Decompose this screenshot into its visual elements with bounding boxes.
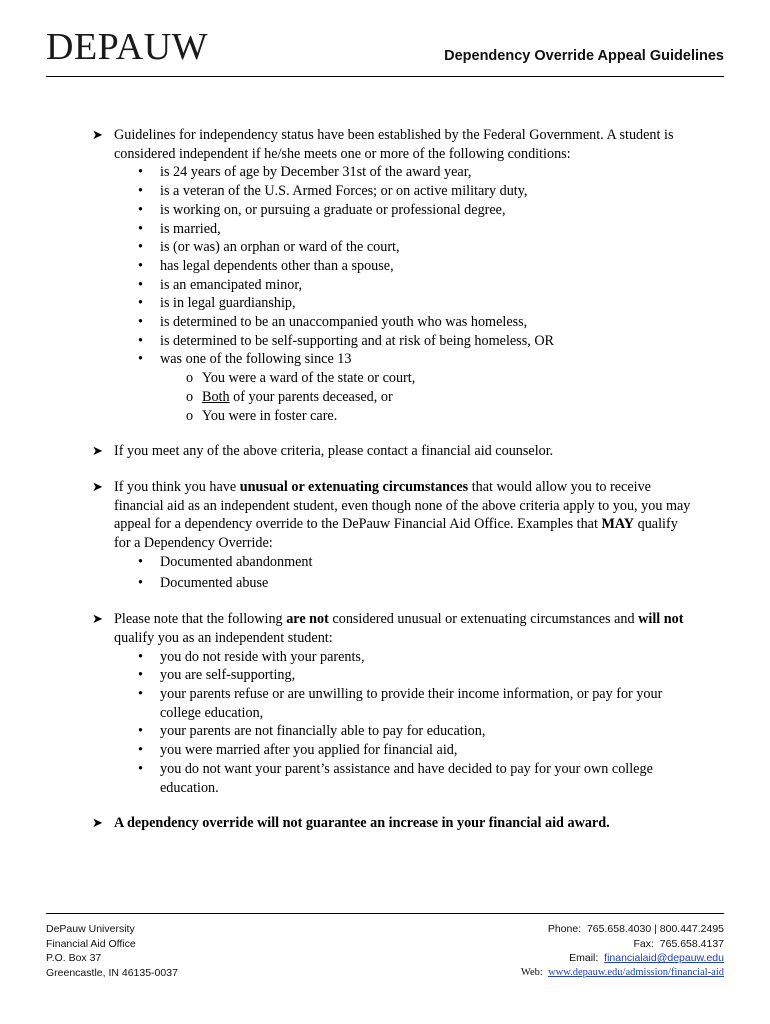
fax-value: 765.658.4137 bbox=[659, 937, 724, 950]
list-item-text: is a veteran of the U.S. Armed Forces; or on active military duty, bbox=[160, 183, 528, 200]
bold-text: unusual or extenuating circumstances bbox=[239, 478, 469, 495]
web-label: Web: bbox=[520, 966, 543, 978]
list-item bbox=[138, 238, 692, 257]
list-item-text: Documented abuse bbox=[160, 575, 269, 592]
bullet-dot-icon: • bbox=[138, 742, 143, 759]
sub-conditions-list bbox=[160, 369, 692, 425]
hollow-circle-icon: o bbox=[186, 370, 194, 387]
sub-list-item bbox=[186, 388, 692, 407]
email-label: Email: bbox=[569, 952, 599, 964]
list-item-text: is an emancipated minor, bbox=[160, 276, 303, 293]
text-run: qualify for a Dependency Override: bbox=[114, 516, 678, 552]
arrowhead-bullet-icon: ➤ bbox=[92, 127, 103, 142]
list-item bbox=[138, 201, 692, 220]
list-item-text: you do not want your parent’s assistance and have decided to pay for your own college education. bbox=[160, 760, 653, 796]
list-item-text: your parents are not financially able to pay for education, bbox=[160, 723, 486, 740]
list-item bbox=[138, 741, 692, 760]
page-title: Dependency Override Appeal Guidelines bbox=[444, 48, 724, 64]
hollow-circle-icon: o bbox=[186, 388, 194, 405]
arrowhead-bullet-icon: ➤ bbox=[92, 611, 103, 627]
hollow-circle-icon: o bbox=[186, 407, 194, 424]
footer-contact bbox=[521, 922, 724, 980]
section-text: If you meet any of the above criteria, please contact a financial aid counselor. bbox=[114, 443, 554, 460]
section-text bbox=[114, 814, 692, 833]
list-item-text: is determined to be self-supporting and at risk of being homeless, OR bbox=[160, 332, 555, 349]
list-item-text: you do not reside with your parents, bbox=[160, 648, 365, 665]
bullet-dot-icon: • bbox=[138, 183, 143, 200]
list-item-text: your parents refuse or are unwilling to provide their income information, or pay for your college education, bbox=[160, 685, 663, 721]
examples-list bbox=[114, 553, 692, 593]
bold-text: MAY bbox=[601, 516, 635, 533]
bullet-dot-icon: • bbox=[138, 220, 143, 237]
section-intro-text: Guidelines for independency status have been established by the Federal Government. A student is considered independent if he/she meets one or more of the following conditions: bbox=[114, 127, 674, 162]
list-item-text: was one of the following since 13 bbox=[160, 351, 352, 368]
bullet-dot-icon: • bbox=[138, 575, 143, 592]
phone-value: 765.658.4030 | 800.447.2495 bbox=[586, 923, 724, 935]
list-item bbox=[138, 685, 692, 722]
header-divider bbox=[46, 76, 724, 77]
bold-text: are not bbox=[286, 611, 329, 628]
fax-line bbox=[521, 937, 724, 952]
list-item bbox=[138, 313, 692, 332]
list-item bbox=[138, 553, 692, 572]
sub-list-item bbox=[186, 407, 692, 426]
address-line: Greencastle, IN 46135-0037 bbox=[46, 966, 178, 979]
list-item-text: is working on, or pursuing a graduate or professional degree, bbox=[160, 201, 506, 218]
list-item-text: you were married after you applied for financial aid, bbox=[160, 742, 458, 759]
bullet-dot-icon: • bbox=[138, 239, 143, 256]
bullet-dot-icon: • bbox=[138, 201, 143, 218]
bullet-dot-icon: • bbox=[138, 332, 143, 349]
phone-label: Phone: bbox=[547, 923, 582, 935]
text-run: that would allow you to receive financial aid as an independent student, even though none of the above criteria apply to you, you may appeal for a dependency override to the DePauw Financial Aid Office. Examples that bbox=[114, 478, 691, 533]
bullet-dot-icon: • bbox=[138, 314, 143, 331]
non-qualifying-list bbox=[114, 648, 692, 798]
section-independency-criteria bbox=[92, 126, 692, 425]
bullet-dot-icon: • bbox=[138, 723, 143, 740]
section-unusual-circumstances bbox=[92, 478, 692, 593]
list-item bbox=[138, 574, 692, 593]
list-item-text: is in legal guardianship, bbox=[160, 295, 296, 312]
list-item-text: is 24 years of age by December 31st of the award year, bbox=[160, 164, 472, 181]
bold-text: A dependency override will not guarantee an increase in your financial aid award. bbox=[114, 815, 610, 832]
list-item bbox=[138, 276, 692, 295]
text-run: Please note that the following bbox=[114, 611, 287, 628]
list-item-text: has legal dependents other than a spouse, bbox=[160, 257, 394, 274]
footer-divider bbox=[46, 913, 724, 914]
bullet-dot-icon: • bbox=[138, 648, 143, 665]
footer-address bbox=[46, 922, 178, 980]
bullet-dot-icon: • bbox=[138, 276, 143, 293]
section-text bbox=[114, 610, 692, 647]
list-item-text: is (or was) an orphan or ward of the court, bbox=[160, 239, 400, 256]
address-line: Financial Aid Office bbox=[46, 937, 136, 950]
list-item bbox=[138, 350, 692, 425]
list-item-text: Documented abandonment bbox=[160, 553, 313, 570]
text-run: qualify you as an independent student: bbox=[114, 629, 333, 646]
website-link[interactable]: www.depauw.edu/admission/financial-aid bbox=[548, 966, 724, 978]
sub-list-item bbox=[186, 369, 692, 388]
list-item-text: is determined to be an unaccompanied youth who was homeless, bbox=[160, 314, 528, 331]
list-item-text: is married, bbox=[160, 220, 221, 237]
depauw-logo: DEPAUW bbox=[46, 26, 209, 68]
list-item bbox=[138, 666, 692, 685]
conditions-list bbox=[114, 163, 692, 425]
bullet-dot-icon: • bbox=[138, 257, 143, 274]
bullet-dot-icon: • bbox=[138, 164, 143, 181]
list-item bbox=[138, 648, 692, 667]
underlined-text: Both bbox=[202, 388, 230, 405]
list-item bbox=[138, 182, 692, 201]
section-no-guarantee bbox=[92, 814, 692, 833]
fax-label: Fax: bbox=[633, 937, 654, 950]
bold-text: will not bbox=[638, 611, 684, 628]
email-line bbox=[521, 951, 724, 966]
bullet-dot-icon: • bbox=[138, 667, 143, 684]
sub-list-item-text: You were in foster care. bbox=[202, 407, 338, 424]
list-item-text: you are self-supporting, bbox=[160, 667, 296, 684]
bullet-dot-icon: • bbox=[138, 760, 143, 777]
section-not-qualifying bbox=[92, 610, 692, 797]
bullet-dot-icon: • bbox=[138, 351, 143, 368]
bullet-dot-icon: • bbox=[138, 685, 143, 702]
arrowhead-bullet-icon: ➤ bbox=[92, 815, 103, 831]
phone-line bbox=[521, 922, 724, 937]
list-item bbox=[138, 257, 692, 276]
arrowhead-bullet-icon: ➤ bbox=[92, 478, 103, 494]
list-item bbox=[138, 760, 692, 797]
address-line: DePauw University bbox=[46, 923, 135, 935]
bullet-dot-icon: • bbox=[138, 553, 143, 570]
text-run: If you think you have bbox=[114, 478, 240, 495]
list-item bbox=[138, 294, 692, 313]
list-item bbox=[138, 332, 692, 351]
bullet-dot-icon: • bbox=[138, 295, 143, 312]
web-line bbox=[521, 966, 724, 981]
section-contact-counselor bbox=[92, 442, 692, 461]
email-link[interactable]: financialaid@depauw.edu bbox=[604, 952, 724, 964]
section-text bbox=[114, 478, 692, 553]
list-item bbox=[138, 163, 692, 182]
sub-list-item-text: You were a ward of the state or court, bbox=[202, 370, 416, 387]
list-item bbox=[138, 220, 692, 239]
list-item bbox=[138, 722, 692, 741]
arrowhead-bullet-icon: ➤ bbox=[92, 443, 103, 459]
document-body bbox=[92, 126, 692, 850]
address-line: P.O. Box 37 bbox=[46, 952, 102, 964]
text-run: considered unusual or extenuating circumstances and bbox=[328, 611, 639, 628]
sub-list-item-text: of your parents deceased, or bbox=[229, 388, 393, 405]
